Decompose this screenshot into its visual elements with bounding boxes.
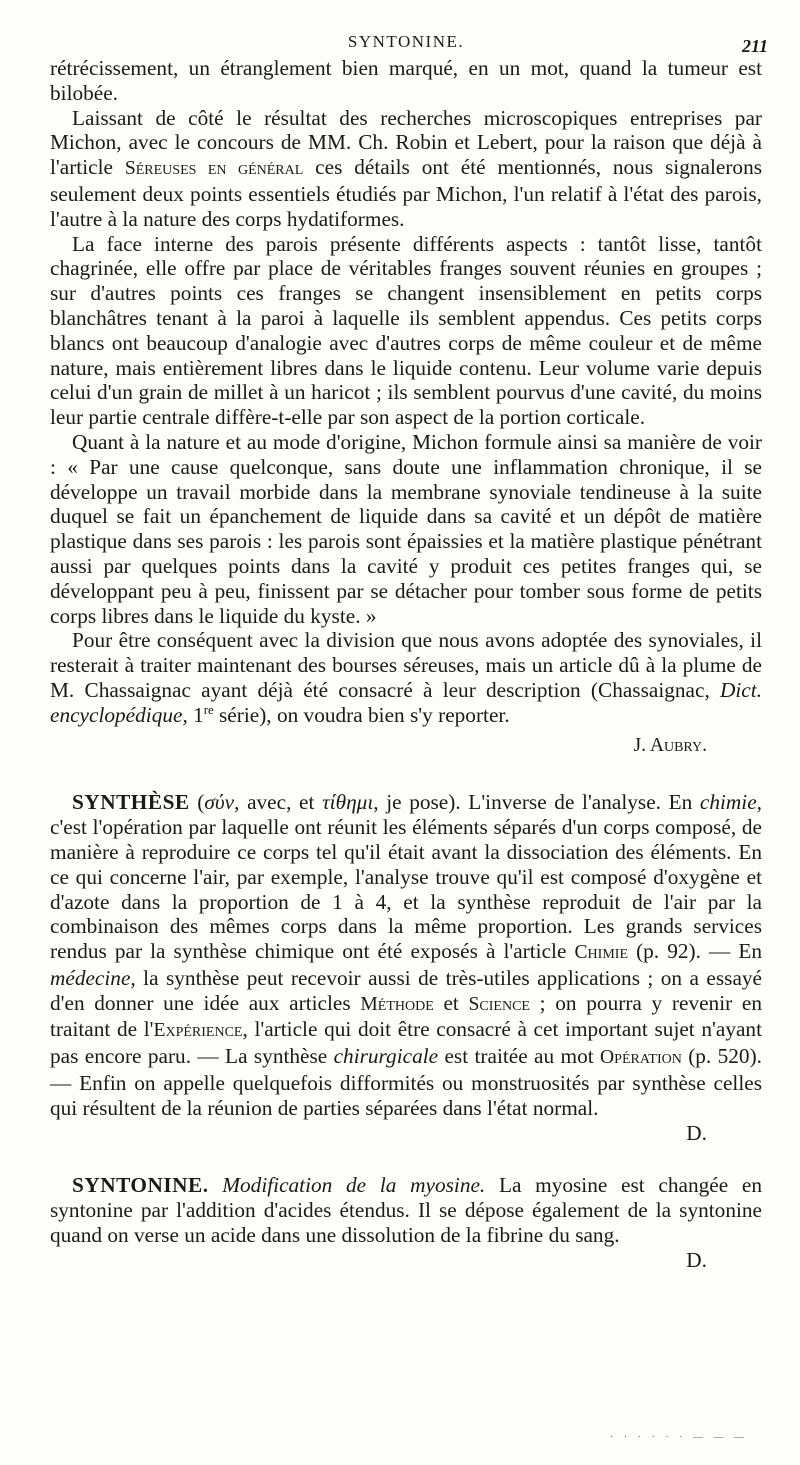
cross-reference: Science: [468, 993, 530, 1015]
author-signature: D.: [686, 1120, 707, 1145]
greek-term: σύν: [204, 790, 235, 815]
cross-reference: Expérience: [153, 1020, 243, 1042]
footer-marks: · · · · · · — — —: [610, 1432, 748, 1443]
paragraph-continuation: rétrécissement, un étranglement bien marqué, en un mot, quand la tumeur est bilobée.: [50, 56, 762, 105]
greek-term: τίθημι: [322, 790, 374, 815]
running-title: SYNTONINE.: [347, 32, 465, 51]
entry-heading: SYNTONINE.: [72, 1173, 209, 1198]
entry-synthese: SYNTHÈSE (σύν, avec, et τίθημι, je pose). L'inverse de l'analyse. En chimie, c'est l'opération par laquelle ont réunit les éléments séparés d'un corps composé, de manière à reproduire ce corps tel qu'il était avant la dissociation des éléments. En ce qui concerne l'air, par exemple, l'analyse trouve qu'il est composé d'oxygène et d'azote dans la proportion de 1 à 4, et la synthèse reproduit de l'air par la combinaison des mêmes corps dans la même proportion. Les grands services rendus par la synthèse chimique ont été exposés à l'article Chimie (p. 92). — En médecine, la synthèse peut recevoir aussi de très-utiles applications ; on a essayé d'en donner une idée aux articles Méthode et Science ; on pourra y revenir en traitant de l'Expérience, l'article qui doit être consacré à cet important sujet n'ayant pas encore paru. — La synthèse chirurgicale est traitée au mot Opération (p. 520). — Enfin on appelle quelquefois difformités ou monstruosités par synthèse celles qui résultent de la réunion de parties séparées dans l'état normal.: [50, 790, 763, 1120]
cross-reference: Séreuses en général: [124, 158, 304, 180]
entry-heading: SYNTHÈSE: [72, 790, 190, 815]
cross-reference: Méthode: [360, 993, 434, 1015]
paragraph-bourses-sereuses: Pour être conséquent avec la division que nous avons adoptée des synoviales, il resterait à traiter maintenant des bourses séreuses, mais un article dû à la plume de M. Chassaignac ayant déjà été consacré à leur description (Chassaignac, Dict. encyclopédique, 1re série), on voudra bien s'y reporter.: [50, 628, 762, 727]
cross-reference: Opération: [600, 1047, 682, 1069]
citation-title: Dict. encyclopédique,: [50, 677, 762, 727]
paragraph-michon-research: Laissant de côté le résultat des recherches microscopiques entreprises par Michon, avec le concours de MM. Ch. Robin et Lebert, pour la raison que déjà à l'article Séreuses en général ces détails ont été mentionnés, nous signalerons seulement deux points essentiels étudiés par Michon, l'un relatif à l'état des parois, l'autre à la nature des corps hydatiformes.: [50, 105, 763, 231]
page: [50, 30, 768, 1273]
page-header: [50, 30, 768, 56]
page-number: 211: [741, 36, 768, 56]
cross-reference: Chimie: [574, 942, 628, 964]
author-signature: D.: [686, 1247, 707, 1272]
author-signature: J. Aubry.: [633, 734, 707, 756]
entry-syntonine: SYNTONINE. Modification de la myosine. La myosine est changée en syntonine par l'addition d'acides étendus. Il se dépose également de la syntonine quand on verse un acide dans une dissolution de la fibrine du sang.: [50, 1173, 762, 1248]
paragraph-origin: Quant à la nature et au mode d'origine, Michon formule ainsi sa manière de voir : « Par une cause quelconque, sans doute une inflammation chronique, il se développe un travail morbide dans la membrane synoviale tendineuse à la suite duquel se fait un épanchement de liquide dans sa cavité et un dépôt de matière plastique dans ses parois : les parois sont épaissies et la matière plastique pénétrant aussi par quelques points dans la cavité y produit ces petites franges qui, se développant peu à peu, finissent par se détacher pour tomber sous forme de petits corps libres dans le liquide du kyste. »: [50, 429, 762, 628]
paragraph-inner-face: La face interne des parois présente différents aspects : tantôt lisse, tantôt chagrinée, elle offre par place de véritables franges souvent réunies en groupes ; sur d'autres points ces franges se changent insensiblement en petits corps blanchâtres tenant à la paroi à laquelle ils semblent appendus. Ces petits corps blancs ont beaucoup d'analogie avec d'autres corps de même couleur et de même nature, mais entièrement libres dans le liquide contenu. Leur volume varie depuis celui d'un grain de millet à un haricot ; ils semblent pourvus d'une cavité, du moins leur partie centrale diffère-t-elle par son aspect de la portion corticale.: [50, 231, 762, 430]
